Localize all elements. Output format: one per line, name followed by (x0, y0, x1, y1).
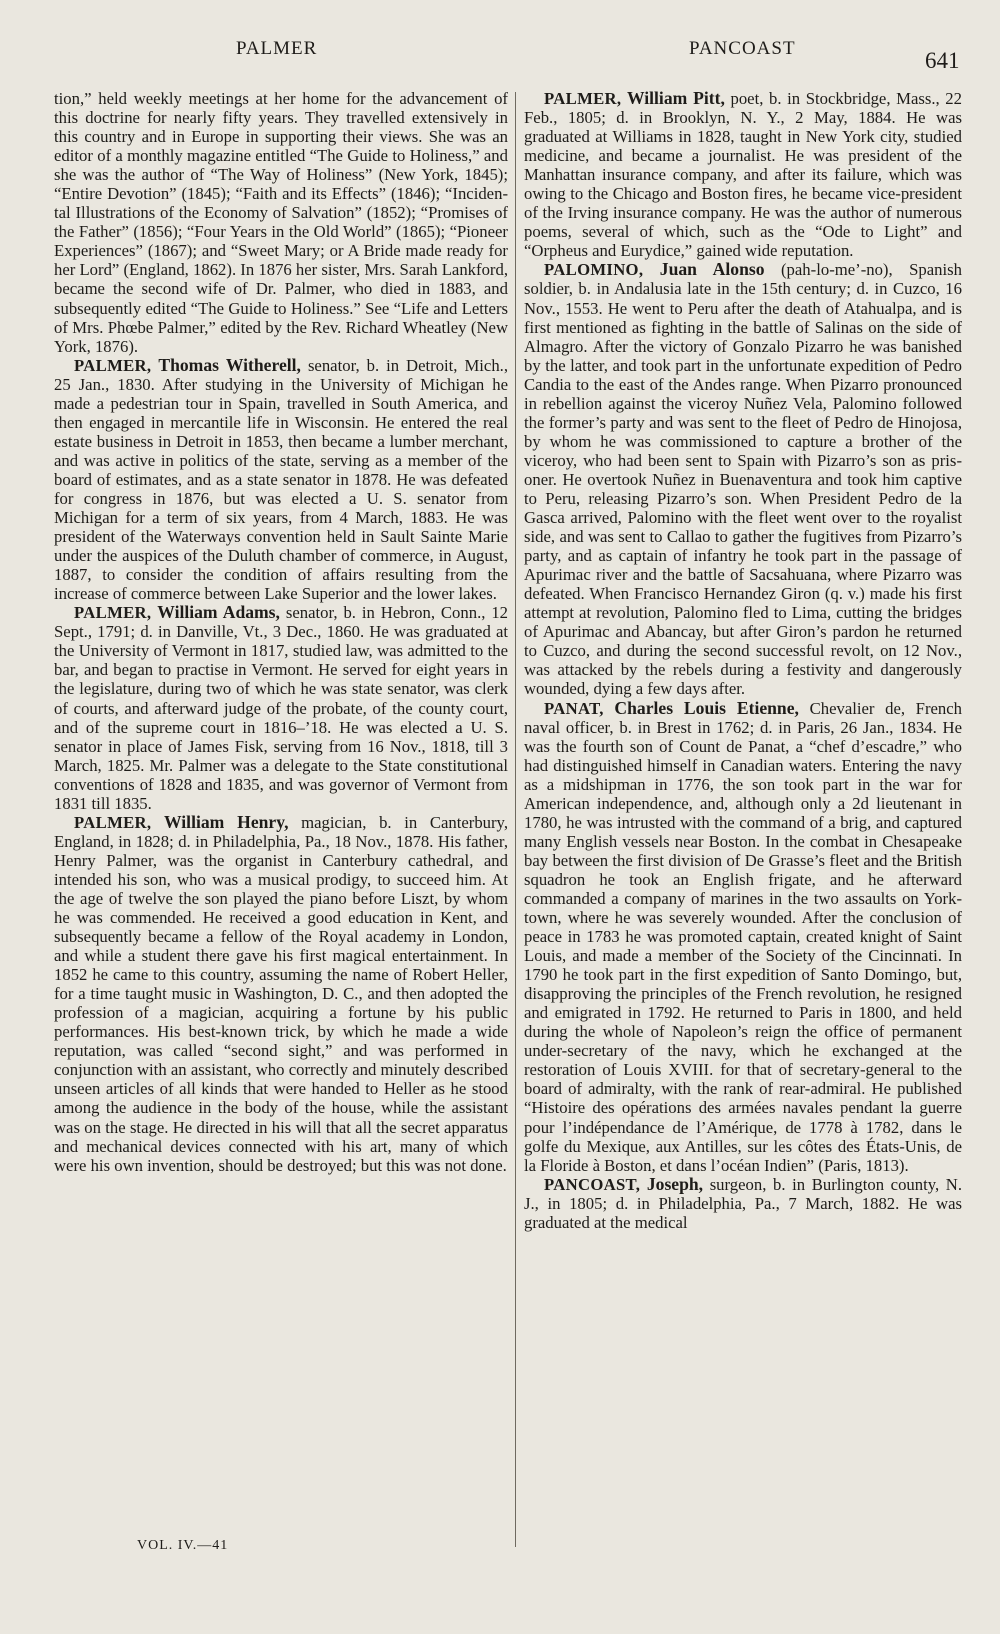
entry-body: surgeon, b. in Burlington county, N. J., in 1805; d. in Philadelphia, Pa., 7 March, 1882. He was graduated at the medical (524, 1174, 963, 1232)
entry-body: senator, b. in Hebron, Conn., 12 Sept., 1791; d. in Danville, Vt., 3 Dec., 1860. He was graduated at the University of Vermont in 1817, studied law, was admitted to the bar, and began to practise in Vermont. He served for eight years in the legislature, during two of which he was state senator, was clerk of courts, and afterward judge of the probate, of the county court, and of the supreme court in 1816–’18. He was elected a U. S. senator in place of James Fisk, serving from 16 Nov., 1818, till 3 March, 1825. Mr. Palmer was a delegate to the State constitutional conventions of 1828 and 1835, and was governor of Vermont from 1831 till 1835. (54, 603, 509, 813)
entry-surname: PANAT, (544, 698, 604, 718)
entry-given-names: Joseph, (646, 1173, 704, 1194)
entry-given-names: William Henry, (164, 811, 289, 832)
entry-surname: PALMER, (74, 603, 152, 623)
entry-palmer-william-adams (54, 603, 508, 813)
entry-body: (pah-lo-me’-no), Spanish soldier, b. in Andalusia late in the 15th century; d. in Cuzco, 16 Nov., 1553. He went to Peru after the death of Atahualpa, and is first mentioned as fighting in the battle of Salinas on the side of Almagro. After the victory of Gonzalo Pizarro he was banished by the latter, and took part in the unfortunate expedition of Pedro Candia to the east of the Andes range. When Pizarro pronounced in rebellion against the viceroy Nuñez Vela, Palomino followed the former’s party and was sent to the fleet of Pedro de Hinojosa, by whom he was commissioned to capture a brother of the viceroy, who had been sent to Spain with Pizarro’s son as prisoner. He overtook Nuñez in Buenaventura and took him captive to Peru, releasing Pizarro’s son. When President Pedro de la Gasca arrived, Palomino with the fleet went over to the royalist side, and was sent to Callao to gather the fugitives from Pizarro’s party, and as captain of infantry he took part in the passage of Apurimac river and the battle of Sacsahuana, where Pizarro was defeated. When Francisco Hernandez Giron (q. v.) made his first attempt at revolution, Palomino fled to Lima, cutting the bridges of Apurimac and Abancay, but after Giron’s pardon he returned to Cuzco, and during the second successful revolt, on 12 Nov., was attacked by the rebels during a festivity and dangerously wounded, dying a few days after. (524, 260, 962, 699)
entry-given-names: William Pitt, (626, 88, 725, 108)
entry-palmer-william-henry (54, 813, 508, 1175)
entry-palmer-william-pitt (524, 89, 962, 260)
entry-surname: PALOMINO, (544, 260, 644, 280)
page-number: 641 (925, 48, 960, 73)
column-divider (515, 92, 516, 1547)
entry-body: magician, b. in Canterbury, England, in 1828; d. in Philadelphia, Pa., 18 Nov., 1878. His father, Henry Palmer, was the organist in Canterbury cathedral, and intended his son, who was a musical prodigy, to succeed him. At the age of twelve the son played the piano before Liszt, by whom he was commended. He received a good education in Kent, and subsequently became a fellow of the Royal academy in London, and while a student there gave his first magical entertainment. In 1852 he came to this country, assuming the name of Robert Heller, for a time taught music in Washington, D. C., and then adopted the profession of a magician, acquiring a fortune by his public performances. His best-known trick, by which he made a wide reputation, was called “second sight,” and was performed in conjunction with an assistant, who correctly and minutely described unseen articles of all kinds that were handed to Heller as he stood among the audience in the body of the house, while the assistant was on the stage. He directed in his will that all the secret apparatus and mechanical devices connected with his art, many of which were his own invention, should be destroyed; but this was not done. (54, 812, 508, 1175)
running-head-right: PANCOAST (689, 38, 796, 59)
entry-given-names: Charles Louis Etienne, (614, 697, 799, 718)
entry-body: poet, b. in Stockbridge, Mass., 22 Feb., 1805; d. in Brooklyn, N. Y., 2 May, 1884. He was graduated at Williams in 1828, taught in New York city, studied medicine, and became a journalist. He was president of the Manhattan insurance company, and after its failure, which was owing to the Chicago and Boston fires, he became vice-president of the Irving insurance company. He was the author of numerous poems, several of which, such as the “Ode to Light” and “Orpheus and Eurydice,” gained wide reputation. (524, 89, 962, 261)
entry-surname: PALMER, (74, 355, 152, 375)
continued-entry-text: tion,” held weekly meetings at her home for the advancement of this doctrine for nearly fifty years. They travelled extensively in this country and in Europe in supporting their views. She was an editor of a monthly magazine entitled “The Guide to Holiness,” and she was the author of “The Way of Holiness” (New York, 1845); “Entire Devotion” (1845); “Faith and its Effects” (1846); “Incidental Illustrations of the Economy of Salvation” (1852); “Promises of the Father” (1856); “Four Years in the Old World” (1865); “Pioneer Experiences” (1867); and “Sweet Mary; or A Bride made ready for her Lord” (England, 1862). In 1876 her sister, Mrs. Sarah Lankford, became the second wife of Dr. Palmer, who died in 1883, and subsequently edited “The Guide to Holiness.” See “Life and Letters of Mrs. Phœbe Palmer,” edited by the Rev. Richard Wheatley (New York, 1876). (54, 89, 508, 356)
entry-surname: PANCOAST, (544, 1174, 641, 1194)
right-column (524, 89, 962, 1232)
entry-panat-charles-louis-etienne (524, 699, 962, 1175)
entry-surname: PALMER, (544, 89, 622, 108)
entry-surname: PALMER, (74, 812, 152, 832)
left-column (54, 89, 508, 1175)
entry-palmer-thomas-witherell (54, 356, 508, 604)
entry-given-names: Thomas Witherell, (158, 354, 301, 375)
entry-pancoast-joseph (524, 1175, 962, 1232)
entry-given-names: William Adams, (157, 602, 280, 623)
entry-given-names: Juan Alonso (659, 259, 765, 280)
volume-signature: VOL. IV.—41 (137, 1538, 229, 1553)
entry-body: senator, b. in Detroit, Mich., 25 Jan., 1830. After studying in the University of Michigan he made a pedestrian tour in Spain, travelled in South America, and then engaged in mercantile life in Wisconsin. He entered the real estate business in Detroit in 1853, then became a lumber merchant, and was active in politics of the state, serving as a member of the board of estimates, and as a state senator in 1878. He was defeated for congress in 1876, but was elected a U. S. senator from Michigan for a term of six years, from 4 March, 1883. He was president of the Waterways convention held in Sault Sainte Marie under the auspices of the Duluth chamber of commerce, in August, 1887, to consider the condition of affairs resulting from the increase of commerce between Lake Superior and the lower lakes. (54, 355, 509, 604)
entry-palomino-juan-alonso (524, 260, 962, 698)
running-head-left: PALMER (236, 38, 318, 59)
entry-body: Chevalier de, French naval officer, b. in Brest in 1762; d. in Paris, 26 Jan., 1834. He was the fourth son of Count de Panat, a “chef d’escadre,” who had distinguished himself in Canadian waters. Entering the navy as a midshipman in 1776, the son took part in the war for American independence, and, although only a 2d lieutenant in 1780, he was intrusted with the command of a brig, and captured many English vessels near Boston. In the combat in Chesapeake bay between the first division of De Grasse’s fleet and the British squadron he took an English frigate, and he afterward commanded a company of marines in the two assaults on Yorktown, where he was severely wounded. After the conclusion of peace in 1783 he was promoted captain, created knight of Saint Louis, and made a member of the Society of the Cincinnati. In 1790 he took part in the first expedition of Santo Domingo, but, disapproving the principles of the French revolution, he resigned and emigrated in 1792. He returned to Paris in 1800, and held during the whole of Napoleon’s reign the office of permanent under-secretary of the navy, which he exchanged at the restoration of Louis XVIII. for that of secretary-general to the board of admiralty, with the rank of rear-admiral. He published “Histoire des opérations des armées navales pendant la guerre pour l’indépendance de l’Amérique, de 1778 à 1782, dans le golfe du Mexique, aux Antilles, sur les côtes des États-Unis, de la Floride à Boston, et dans l’océan Indien” (Paris, 1813). (524, 698, 963, 1175)
